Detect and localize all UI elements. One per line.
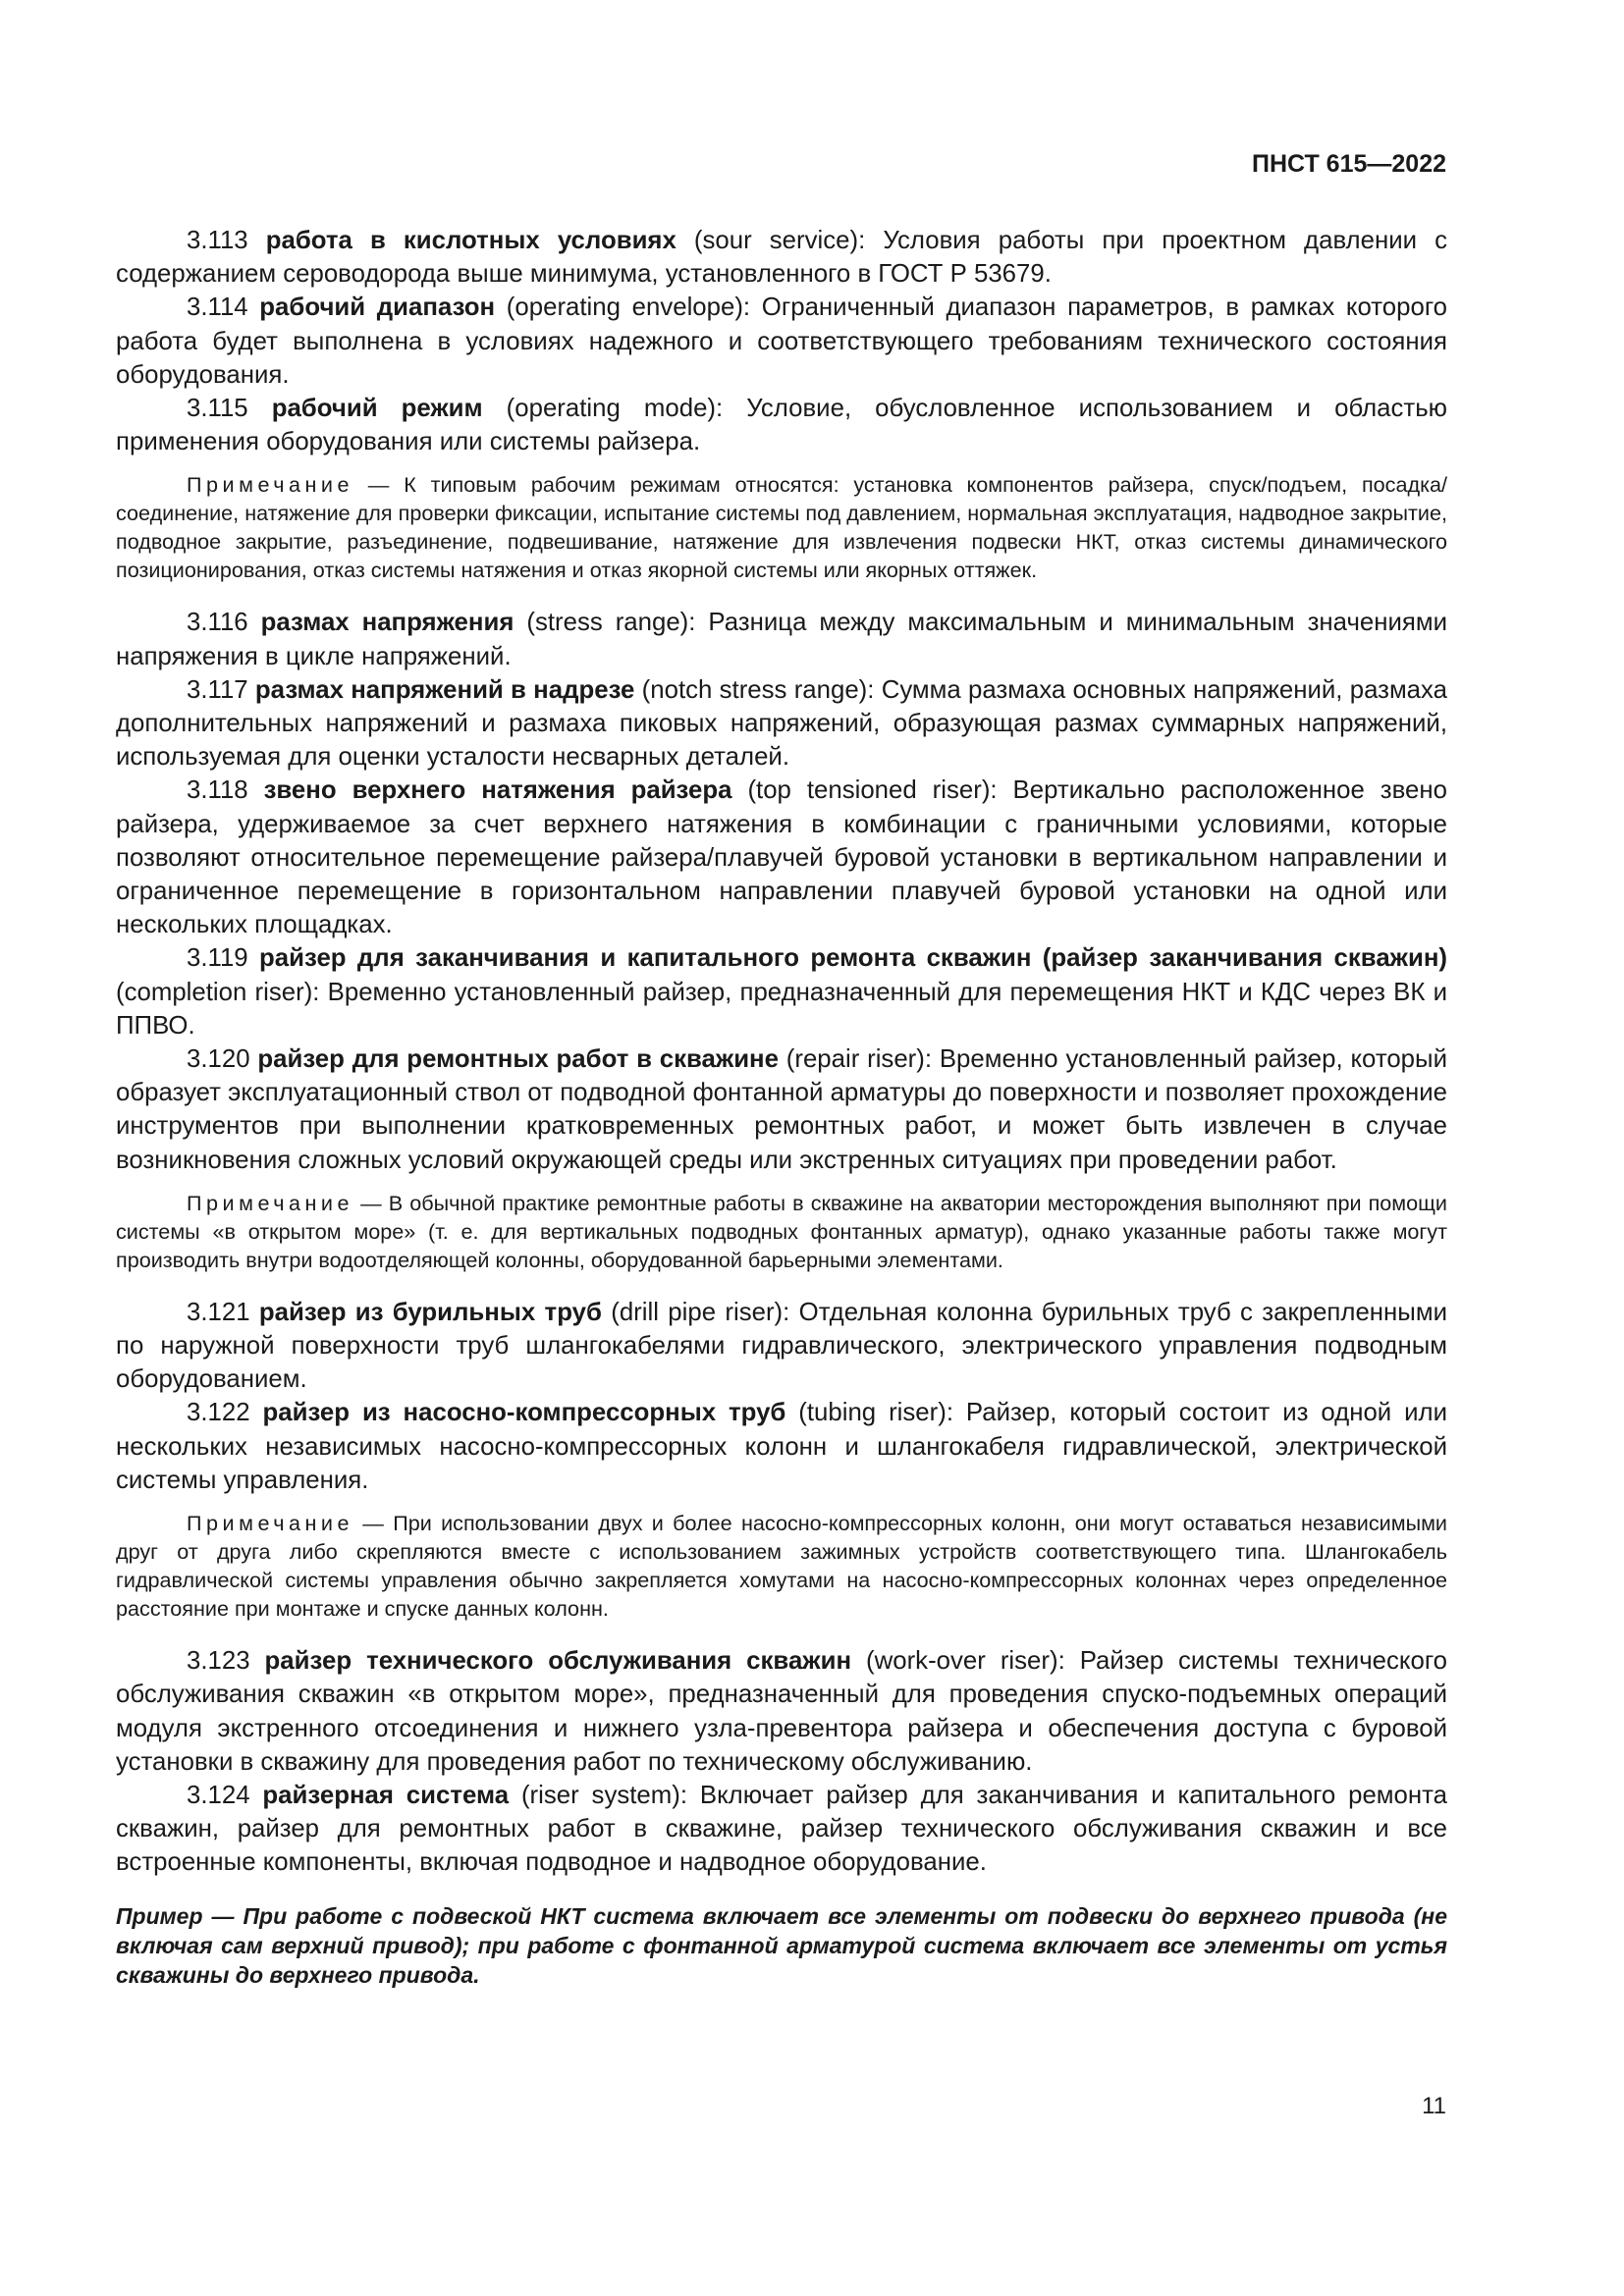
term-entry: 3.116 размах напряжения (stress range): Разница между максимальным и минимальным значениями напряжения в цикле напряжений. [116, 609, 1448, 670]
note-label: Примечание [187, 1511, 353, 1536]
term-title: работа в кислотных условиях [265, 227, 677, 254]
note-label: Примечание [187, 1190, 353, 1215]
term-title: райзер для заканчивания и капитального ремонта скважин (райзер заканчивания скважин) [259, 944, 1447, 973]
term-entry: 3.122 райзер из насосно-компрессорных труб (tubing riser): Райзер, который состоит из одной или нескольких независимых насосно-компрессорных колонн и шлангокабеля гидравлической, электрической системы управления. [116, 1399, 1447, 1494]
term-entry: 3.117 размах напряжений в надрезе (notch stress range): Сумма размаха основных напряжений, размаха дополнительных напряжений и размаха пиковых напряжений, образующая размах суммарных напряжений, используемая для оценки усталости несварных деталей. [116, 675, 1447, 772]
example-paragraph: Пример — При работе с подвеской НКТ система включает все элементы от подвески до верхнего привода (не включая сам верхний привод); при работе с фонтанной арматурой система включает все элементы от устья скважины до верхнего привода. [116, 1902, 1447, 1988]
term-entry: 3.119 райзер для заканчивания и капитального ремонта скважин (райзер заканчивания скважин) (completion riser): Временно установленный райзер, предназначенный для перемещения НКТ и КДС через ВК и ППВО. [116, 944, 1447, 1040]
term-title: рабочий диапазон [259, 294, 496, 322]
document-code: ПНСТ 615—2022 [1252, 150, 1446, 178]
term-entry: 3.121 райзер из бурильных труб (drill pipe riser): Отдельная колонна бурильных труб с закрепленными по наружной поверхности труб шлангокабелями гидравлического, электрического управления подводным оборудованием. [116, 1298, 1447, 1394]
term-title: райзер из насосно-компрессорных труб [262, 1399, 786, 1427]
term-title: райзер технического обслуживания скважин [264, 1647, 852, 1676]
note-paragraph: Примечание — При использовании двух и более насосно-компрессорных колонн, они могут оставаться независимыми друг от друга либо скрепляются вместе с использованием зажимных устройств соответствующего типа. Шлангокабель гидравлической системы управления обычно закрепляется хомутами на насосно-компрессорных колоннах через определенное расстояние при монтаже и спуске данных колонн. [116, 1511, 1447, 1622]
term-title: размах напряжений в надрезе [254, 675, 635, 704]
term-title: райзер для ремонтных работ в скважине [257, 1045, 779, 1074]
note-paragraph: Примечание — В обычной практике ремонтные работы в скважине на акватории месторождения выполняют при помощи системы «в открытом море» (т. е. для вертикальных подводных фонтанных арматур), однако указанные работы также могут производить внутри водоотделяющей колонны, оборудованной барьерными элементами. [116, 1190, 1447, 1272]
term-title: звено верхнего натяжения райзера [263, 776, 732, 805]
note-label: Примечание [187, 472, 353, 498]
term-entry: 3.114 рабочий диапазон (operating envelope): Ограниченный диапазон параметров, в рамках которого работа будет выполнена в условиях надежного и соответствующего требованиям технического состояния оборудования. [116, 294, 1448, 389]
term-title: размах напряжения [260, 609, 514, 637]
term-entry: 3.123 райзер технического обслуживания скважин (work-over riser): Райзер системы технического обслуживания скважин «в открытом море», предназначенный для проведения спуско-подъемных операций модуля экстренного отсоединения и нижнего узла-превентора райзера и обеспечения доступа с буровой установки в скважину для проведения работ по техническому обслуживанию. [116, 1647, 1448, 1776]
term-title: райзер из бурильных труб [258, 1298, 602, 1326]
term-entry: 3.113 работа в кислотных условиях (sour service): Условия работы при проектном давлении с содержанием сероводорода выше минимума, установленного в ГОСТ Р 53679. [116, 227, 1448, 289]
term-title: рабочий режим [271, 395, 483, 423]
term-entry: 3.118 звено верхнего натяжения райзера (top tensioned riser): Вертикально расположенное звено райзера, удерживаемое за счет верхнего натяжения в комбинации с граничными условиями, которые позволяют относительное перемещение райзера/плавучей буровой установки в вертикальном направлении и ограниченное перемещение в горизонтальном направлении плавучей буровой установки на одной или нескольких площадках. [116, 776, 1447, 939]
term-entry: 3.120 райзер для ремонтных работ в скважине (repair riser): Временно установленный райзер, который образует эксплуатационный ствол от подводной фонтанной арматуры до поверхности и позволяет прохождение инструментов при выполнении кратковременных ремонтных работ, и может быть извлечен в случае возникновения сложных условий окружающей среды или экстренных ситуациях при проведении работ. [116, 1045, 1447, 1174]
term-entry: 3.124 райзерная система (riser system): Включает райзер для заканчивания и капитального ремонта скважин, райзер для ремонтных работ в скважине, райзер технического обслуживания скважин и все встроенные компоненты, включая подводное и надводное оборудование. [116, 1781, 1447, 1877]
document-body [116, 224, 1447, 1990]
page-number: 11 [1422, 2093, 1446, 2119]
term-entry: 3.115 рабочий режим (operating mode): Условие, обусловленное использованием и областью применения оборудования или системы райзера. [116, 395, 1447, 456]
term-title: райзерная система [262, 1781, 510, 1809]
note-paragraph: Примечание — К типовым рабочим режимам относятся: установка компонентов райзера, спуск/подъем, посадка/соединение, натяжение для проверки фиксации, испытание системы под давлением, нормальная эксплуатация, надводное закрытие, подводное закрытие, разъединение, подвешивание, натяжение для извлечения подвески НКТ, отказ системы динамического позиционирования, отказ системы натяжения и отказ якорной системы или якорных оттяжек. [116, 472, 1447, 583]
